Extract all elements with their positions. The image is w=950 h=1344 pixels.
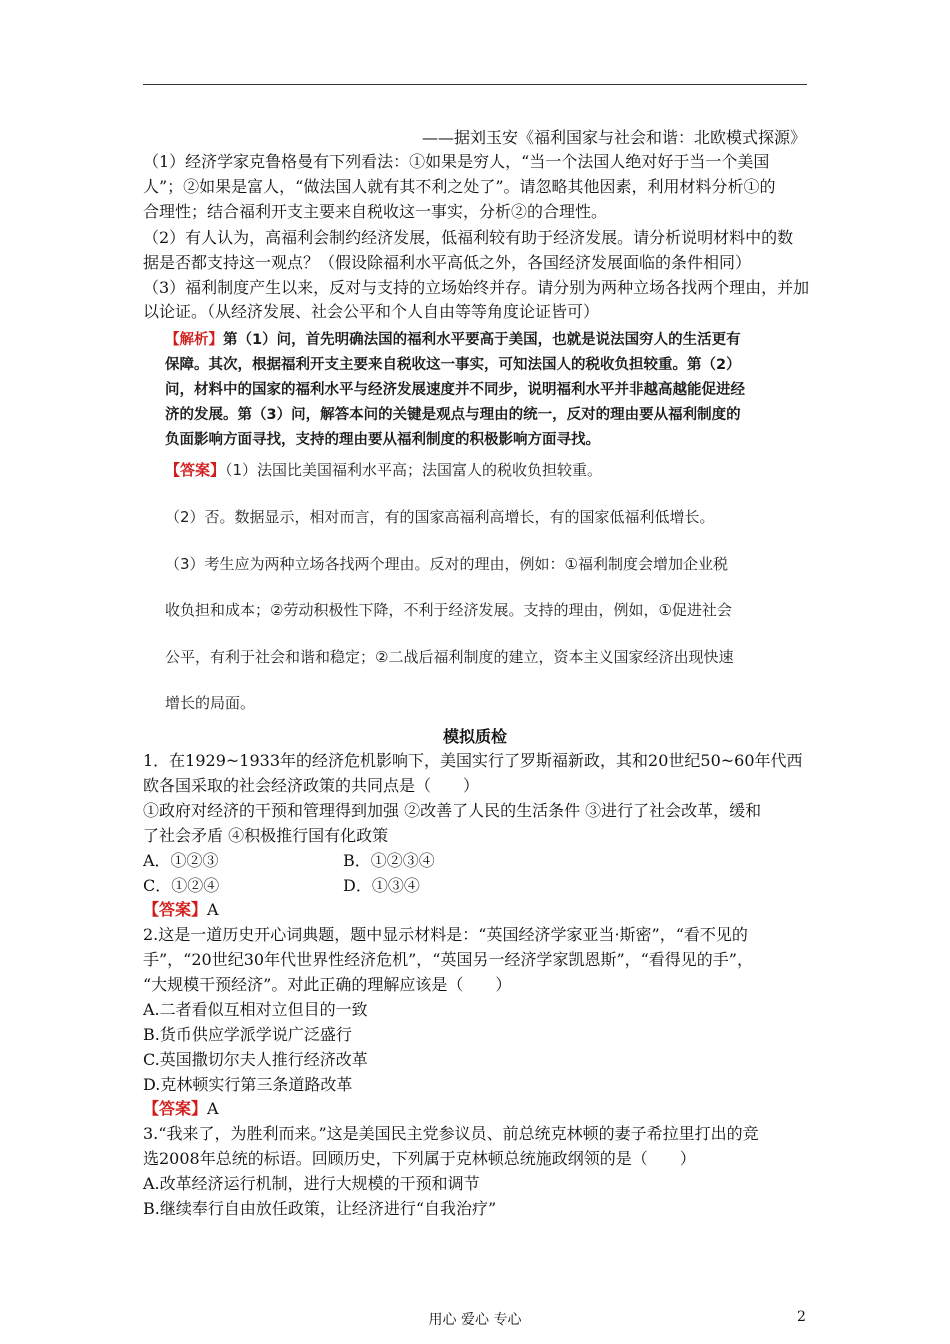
option-a: A.改革经济运行机制，进行大规模的干预和调节	[143, 1174, 480, 1193]
option-b: B.货币供应学派学说广泛盛行	[143, 1025, 352, 1044]
analysis-tag: 【解析】	[165, 332, 223, 348]
option-d: D．①③④	[343, 876, 420, 895]
analysis-line: 负面影响方面寻找，支持的理由要从福利制度的积极影响方面寻找。	[165, 432, 600, 448]
question-line: 合理性；结合福利开支主要来自税收这一事实，分析②的合理性。	[143, 202, 608, 221]
question-line: 手”，“20世纪30年代世界性经济危机”，“英国另一经济学家凯恩斯”，“看得见的手”，	[143, 950, 753, 969]
option-b: B.继续奉行自由放任政策，让经济进行“自我治疗”	[143, 1199, 497, 1218]
question-line: 选2008年总统的标语。回顾历史，下列属于克林顿总统施政纲领的是（ ）	[143, 1149, 696, 1168]
answer-tag: 【答案】	[143, 1099, 208, 1118]
question-line: （2）有人认为，高福利会制约经济发展，低福利较有助于经济发展。请分析说明材料中的数	[143, 228, 794, 247]
question-line: ①政府对经济的干预和管理得到加强 ②改善了人民的生活条件 ③进行了社会改革，缓和	[143, 801, 762, 820]
question-line: （1）经济学家克鲁格曼有下列看法：①如果是穷人，“当一个法国人绝对好于当一个美国	[143, 152, 770, 171]
question-line: 据是否都支持这一观点？（假设除福利水平高低之外，各国经济发展面临的条件相同）	[143, 253, 752, 272]
option-b: B．①②③④	[343, 851, 435, 870]
question-line: “大规模干预经济”。对此正确的理解应该是（ ）	[143, 975, 512, 994]
question-line: 3.“我来了，为胜利而来。”这是美国民主党参议员、前总统克林顿的妻子希拉里打出的竞	[143, 1124, 759, 1143]
header-rule	[143, 84, 807, 85]
answer-line: （3）考生应为两种立场各找两个理由。反对的理由，例如：①福利制度会增加企业税	[165, 555, 728, 573]
answer-text: （1）法国比美国福利水平高；法国富人的税收负担较重。	[225, 461, 603, 479]
analysis-line	[165, 329, 741, 351]
page-number: 2	[797, 1309, 806, 1325]
answer-value: A	[207, 1099, 219, 1118]
analysis-text: 第（1）问，首先明确法国的福利水平要高于美国，也就是说法国穷人的生活更有	[223, 332, 741, 348]
answer-line: 收负担和成本；②劳动积极性下降，不利于经济发展。支持的理由，例如，①促进社会	[165, 601, 732, 619]
answer-line: 增长的局面。	[165, 694, 256, 712]
answer-value: A	[207, 900, 219, 919]
option-a: A．①②③	[143, 851, 219, 870]
question-line: 1．在1929~1933年的经济危机影响下，美国实行了罗斯福新政，其和20世纪50~60年代西	[143, 751, 803, 770]
section-title: 模拟质检	[442, 727, 507, 746]
option-c: C．①②④	[143, 876, 220, 895]
question-line: （3）福利制度产生以来，反对与支持的立场始终并存。请分别为两种立场各找两个理由，并加	[143, 278, 810, 297]
answer-line	[143, 899, 219, 921]
page-footer: 用心 爱心 专心	[428, 1312, 522, 1328]
question-line: 了社会矛盾 ④积极推行国有化政策	[143, 826, 389, 845]
analysis-line: 济的发展。第（3）问，解答本问的关键是观点与理由的统一，反对的理由要从福利制度的	[165, 407, 741, 423]
analysis-line: 保障。其次，根据福利开支主要来自税收这一事实，可知法国人的税收负担较重。第（2）	[165, 357, 741, 373]
answer-tag: 【答案】	[143, 900, 208, 919]
option-a: A.二者看似互相对立但目的一致	[143, 1000, 368, 1019]
analysis-line: 问，材料中的国家的福利水平与经济发展速度并不同步，说明福利水平并非越高越能促进经	[165, 382, 745, 398]
question-line: 人”；②如果是富人，“做法国人就有其不利之处了”。请忽略其他因素，利用材料分析①的	[143, 177, 776, 196]
answer-line: 公平，有利于社会和谐和稳定；②二战后福利制度的建立，资本主义国家经济出现快速	[165, 648, 734, 666]
question-line: 2.这是一道历史开心词典题，题中显示材料是：“英国经济学家亚当·斯密”，“看不见的	[143, 925, 748, 944]
answer-line: （2）否。数据显示，相对而言，有的国家高福利高增长，有的国家低福利低增长。	[165, 508, 715, 526]
source-citation: ——据刘玉安《福利国家与社会和谐：北欧模式探源》	[421, 128, 806, 147]
answer-line	[165, 459, 602, 481]
question-line: 以论证。（从经济发展、社会公平和个人自由等等角度论证皆可）	[143, 302, 600, 321]
question-line: 欧各国采取的社会经济政策的共同点是（ ）	[143, 776, 480, 795]
option-c: C.英国撒切尔夫人推行经济改革	[143, 1050, 368, 1069]
option-d: D.克林顿实行第三条道路改革	[143, 1075, 353, 1094]
answer-tag: 【答案】	[165, 461, 226, 479]
answer-line	[143, 1098, 219, 1120]
